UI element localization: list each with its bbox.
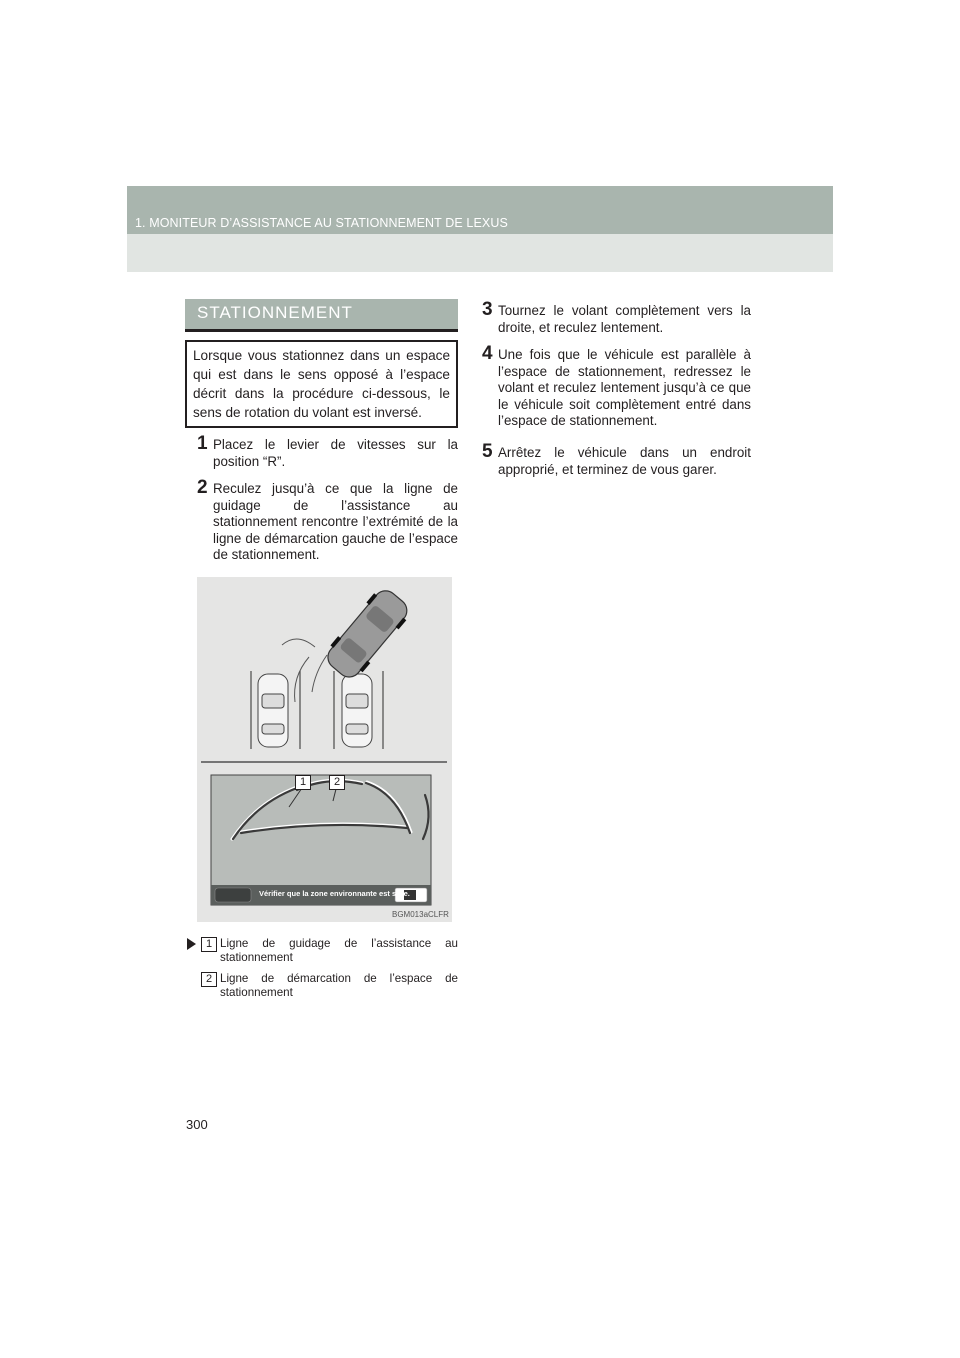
step-3 <box>482 299 751 336</box>
legend-callout-1: 1 <box>201 937 217 952</box>
step-text: Tournez le volant complètement vers la droite, et reculez lentement. <box>498 303 751 335</box>
screen-warning-message: Vérifier que la zone environnante est sûre. <box>259 889 410 898</box>
step-text: Placez le levier de vitesses sur la position “R”. <box>213 437 458 469</box>
step-number: 2 <box>197 477 208 498</box>
step-5 <box>482 441 751 478</box>
reversing-car <box>321 584 414 684</box>
section-title: STATIONNEMENT <box>197 303 353 322</box>
legend-arrow-icon <box>187 938 196 950</box>
step-number: 3 <box>482 299 493 320</box>
figure-code: BGM013aCLFR <box>392 910 449 919</box>
step-2 <box>197 477 458 564</box>
step-4 <box>482 343 751 430</box>
legend-callout-2: 2 <box>201 972 217 987</box>
step-number: 5 <box>482 441 493 462</box>
page-number: 300 <box>186 1117 208 1132</box>
parking-illustration <box>197 577 452 922</box>
section-heading <box>185 299 458 332</box>
step-text: Reculez jusqu’à ce que la ligne de guidage de l’assistance au stationnement rencontre l’extrémité de la ligne de démarcation gauche de l’espace de stationnement. <box>213 481 458 562</box>
note-text: Lorsque vous stationnez dans un espace qui est dans le sens opposé à l’espace décrit dans la procédure ci-dessous, le sens de rotation du volant est inversé. <box>193 348 450 420</box>
note-box <box>185 340 458 428</box>
parked-car-right <box>342 674 372 747</box>
step-text: Une fois que le véhicule est parallèle à l’espace de stationnement, redressez le volant et reculez lentement jusqu’à ce que le véhicule soit complètement entré dans l’espace de stationnement. <box>498 347 751 428</box>
page-header <box>127 186 833 272</box>
chapter-title: 1. MONITEUR D’ASSISTANCE AU STATIONNEMENT DE LEXUS <box>135 216 508 230</box>
figure-callout-1: 1 <box>295 775 311 790</box>
step-number: 4 <box>482 343 493 364</box>
header-band <box>127 186 833 234</box>
step-number: 1 <box>197 433 208 454</box>
legend-item-2: Ligne de démarcation de l’espace de stationnement <box>220 972 458 999</box>
parking-diagram <box>197 577 452 922</box>
figure-callout-2: 2 <box>329 775 345 790</box>
step-1 <box>197 433 458 470</box>
parked-car-left <box>258 674 288 747</box>
legend-item-1: Ligne de guidage de l’assistance au stationnement <box>220 937 458 964</box>
step-text: Arrêtez le véhicule dans un endroit approprié, et terminez de vous garer. <box>498 445 751 477</box>
